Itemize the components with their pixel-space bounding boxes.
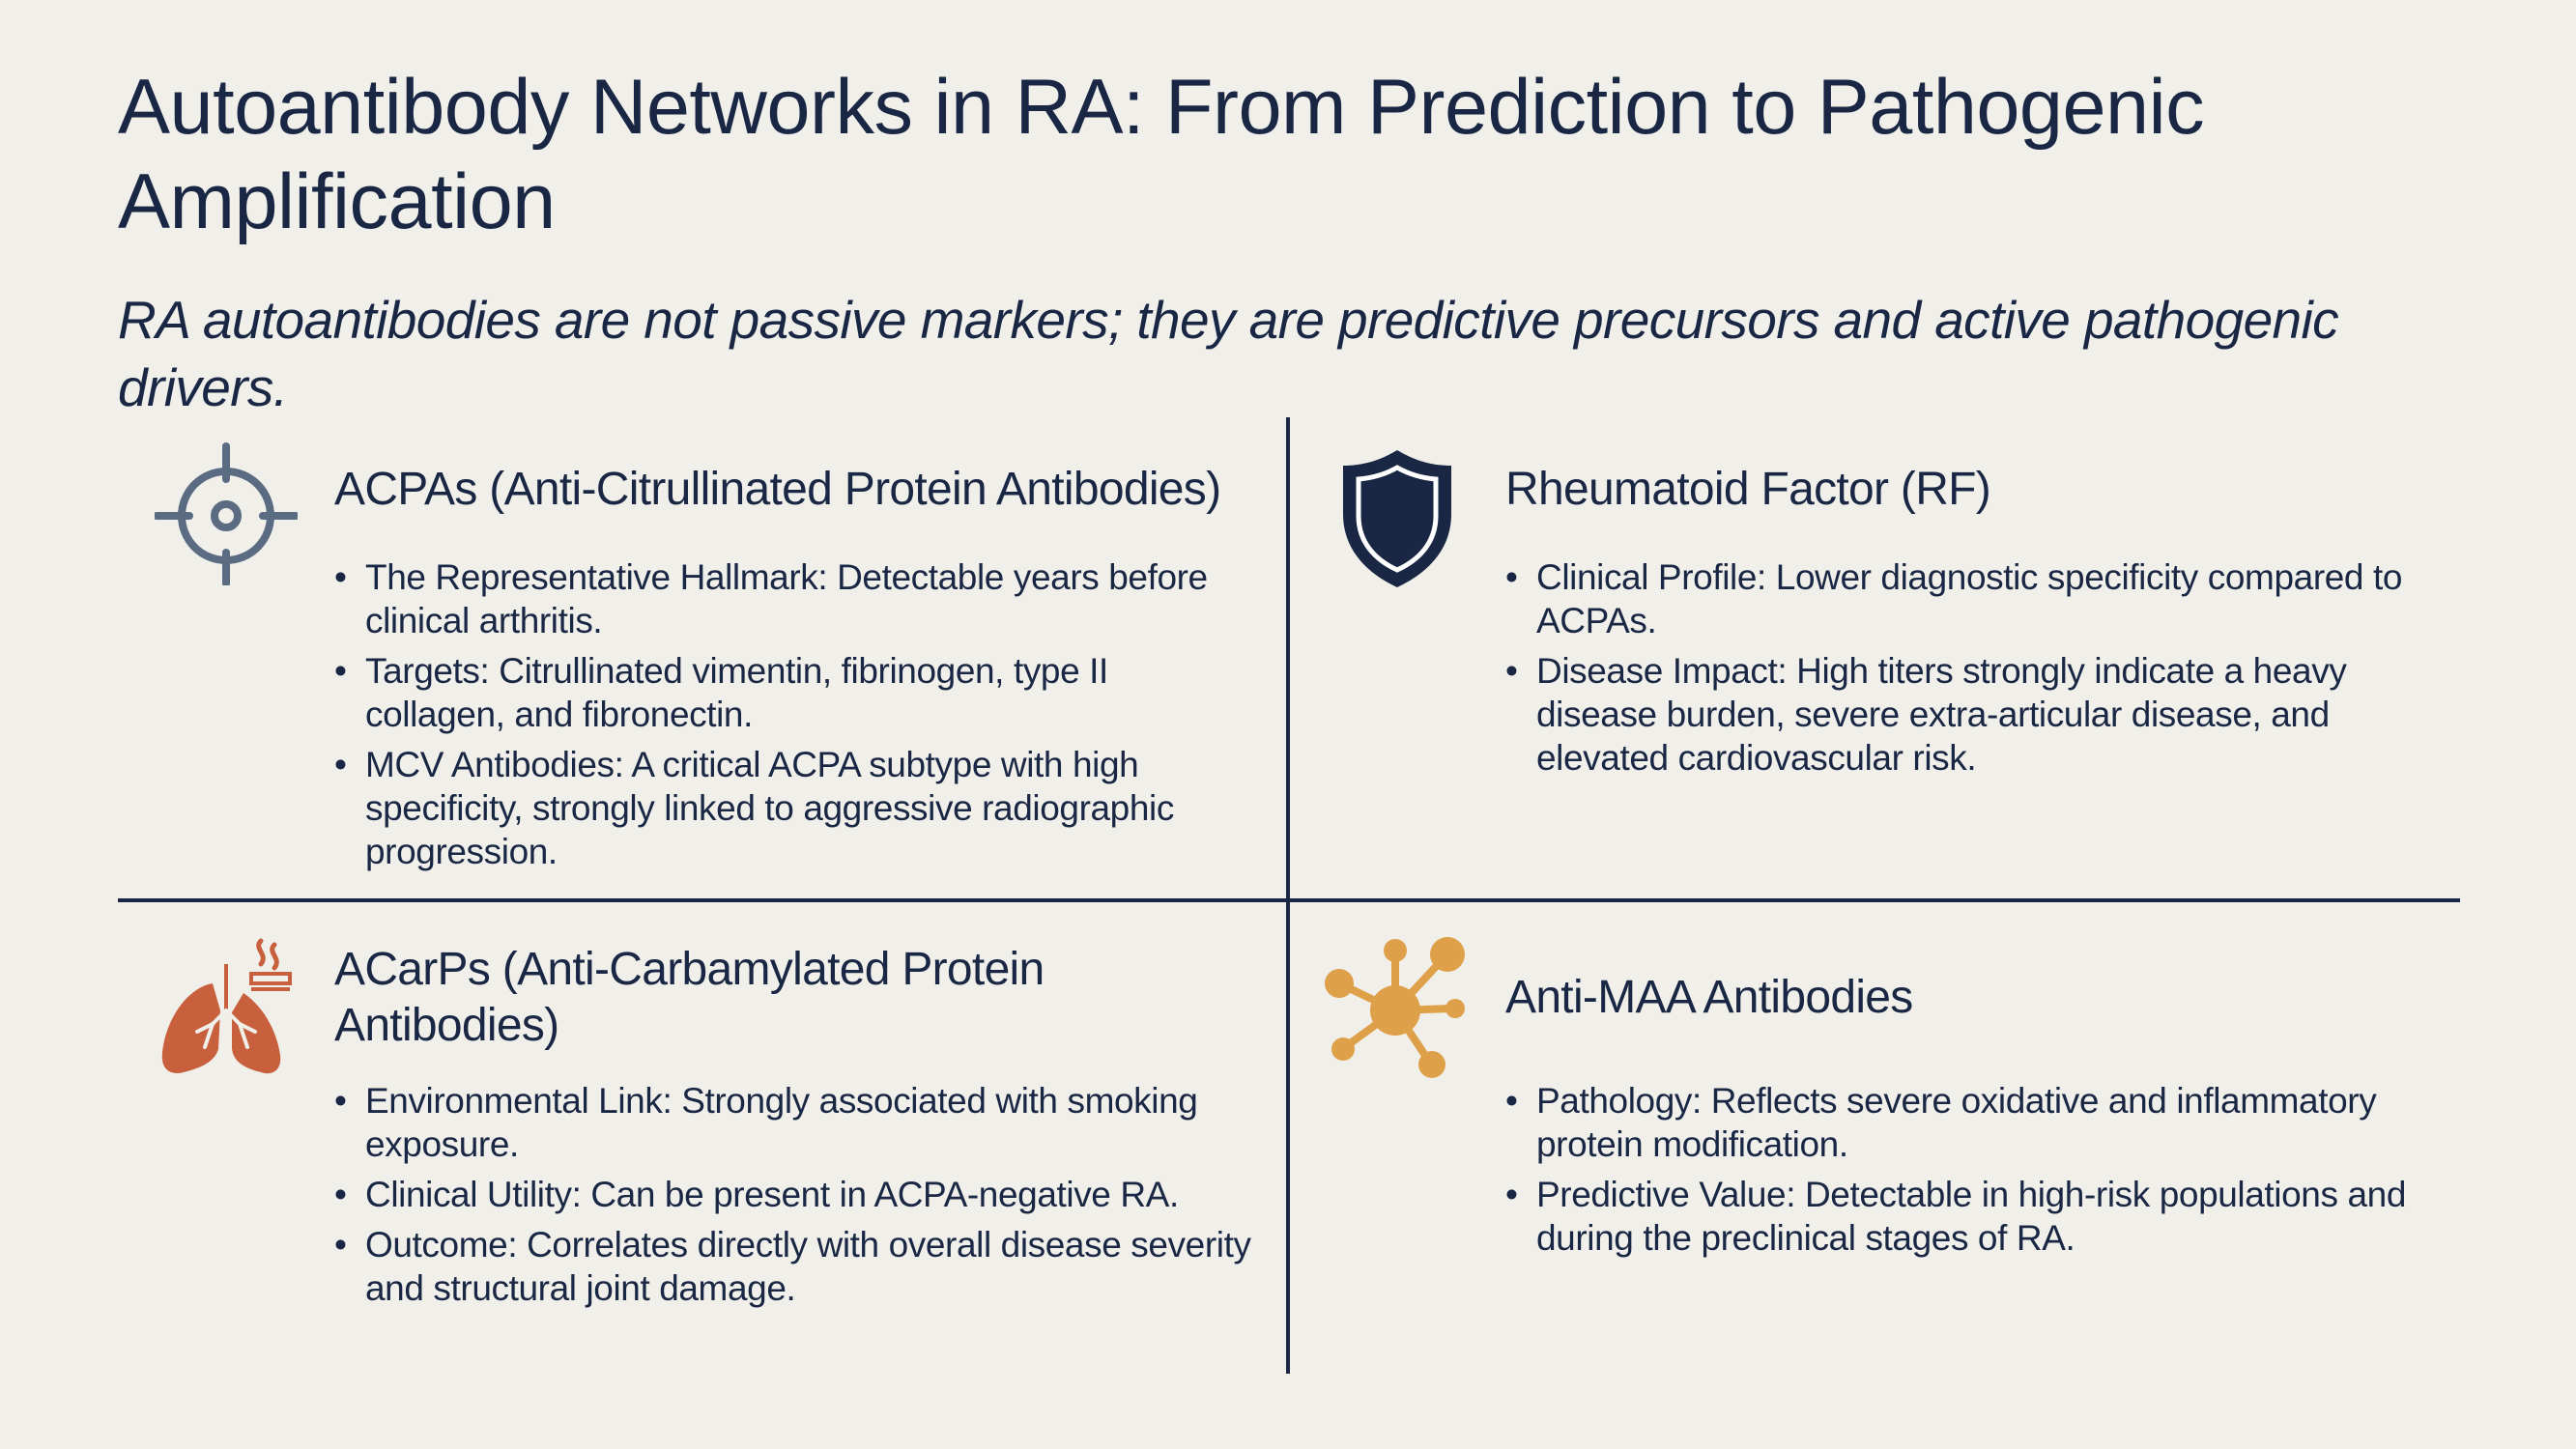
bullet-list-rf	[1505, 555, 2433, 786]
list-item: • Clinical Profile: Lower diagnostic specificity compared to ACPAs.	[1505, 555, 2433, 642]
list-item: • MCV Antibodies: A critical ACPA subtype with high specificity, strongly linked to aggressive radiographic progression.	[334, 743, 1233, 873]
crosshair-target-icon	[155, 442, 298, 585]
list-item: • Predictive Value: Detectable in high-risk populations and during the preclinical stages of RA.	[1505, 1173, 2433, 1260]
section-title-rf: Rheumatoid Factor (RF)	[1505, 464, 1991, 515]
quadrant-divider-horizontal	[118, 898, 2460, 902]
bullet-list-anti-maa	[1505, 1079, 2433, 1266]
quadrant-divider-vertical	[1286, 417, 1290, 1374]
list-item: • Clinical Utility: Can be present in ACPA-negative RA.	[334, 1173, 1262, 1216]
shield-icon	[1337, 446, 1457, 589]
molecule-network-icon	[1324, 935, 1469, 1078]
section-title-anti-maa: Anti-MAA Antibodies	[1505, 972, 1913, 1023]
list-item: • Pathology: Reflects severe oxidative and inflammatory protein modification.	[1505, 1079, 2433, 1166]
list-item: • Targets: Citrullinated vimentin, fibrinogen, type II collagen, and fibronectin.	[334, 649, 1233, 736]
bullet-list-acarps	[334, 1079, 1262, 1317]
list-item: • Environmental Link: Strongly associated with smoking exposure.	[334, 1079, 1262, 1166]
bullet-list-acpas	[334, 555, 1233, 880]
list-item: • Disease Impact: High titers strongly indicate a heavy disease burden, severe extra-articular disease, and elevated cardiovascular risk.	[1505, 649, 2433, 780]
list-item: • Outcome: Correlates directly with overall disease severity and structural joint damage.	[334, 1223, 1262, 1310]
page-title: Autoantibody Networks in RA: From Prediction to Pathogenic Amplification	[118, 64, 2205, 245]
list-item: • The Representative Hallmark: Detectable years before clinical arthritis.	[334, 555, 1233, 642]
section-title-acarps: ACarPs (Anti-Carbamylated Protein Antibodies)	[334, 944, 1045, 1051]
section-title-acpas: ACPAs (Anti-Citrullinated Protein Antibodies)	[334, 464, 1221, 515]
page-subtitle: RA autoantibodies are not passive markers; they are predictive precursors and active pathogenic drivers.	[118, 290, 2339, 417]
lungs-smoke-icon	[155, 935, 301, 1082]
